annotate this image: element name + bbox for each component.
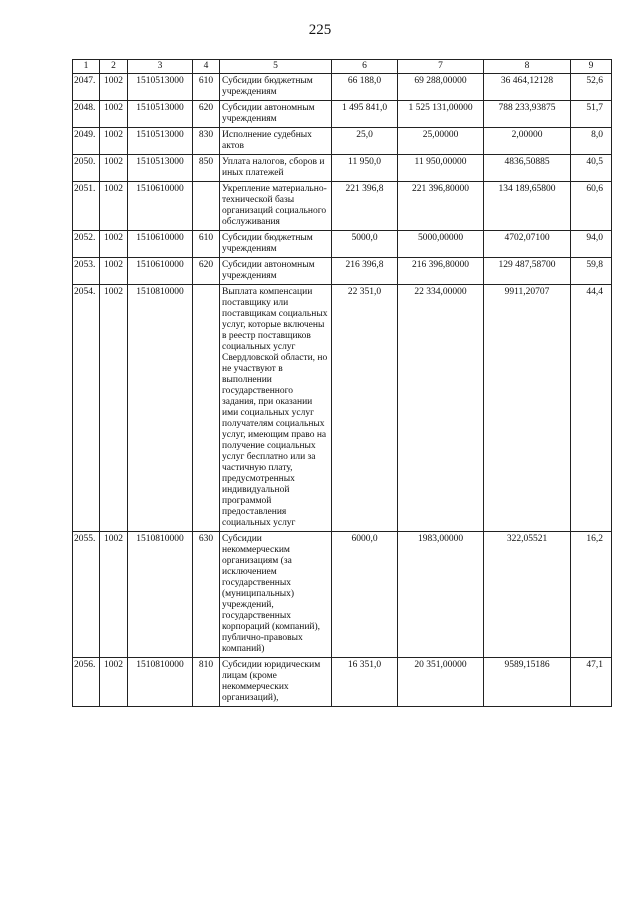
column-header: 7 <box>398 60 484 74</box>
column-header: 1 <box>73 60 100 74</box>
plan-cell: 16 351,0 <box>332 658 398 707</box>
target-item-cell: 1510610000 <box>128 258 193 285</box>
description-cell: Субсидии бюджетным учреждениям <box>220 231 332 258</box>
description-cell: Укрепление материально-технической базы организаций социального обслуживания <box>220 182 332 231</box>
revised-plan-cell: 69 288,00000 <box>398 74 484 101</box>
table-row <box>73 101 612 128</box>
executed-cell: 4702,07100 <box>484 231 571 258</box>
expense-type-cell <box>193 285 220 532</box>
target-item-cell: 1510513000 <box>128 74 193 101</box>
executed-cell: 129 487,58700 <box>484 258 571 285</box>
expense-type-cell: 630 <box>193 532 220 658</box>
table-row <box>73 155 612 182</box>
percent-cell: 60,6 <box>571 182 612 231</box>
budget-table <box>72 59 612 707</box>
table-row <box>73 285 612 532</box>
percent-cell: 16,2 <box>571 532 612 658</box>
table-row <box>73 532 612 658</box>
section-code-cell: 1002 <box>100 155 128 182</box>
plan-cell: 66 188,0 <box>332 74 398 101</box>
revised-plan-cell: 11 950,00000 <box>398 155 484 182</box>
column-header: 9 <box>571 60 612 74</box>
revised-plan-cell: 216 396,80000 <box>398 258 484 285</box>
plan-cell: 25,0 <box>332 128 398 155</box>
target-item-cell: 1510810000 <box>128 658 193 707</box>
description-cell: Субсидии бюджетным учреждениям <box>220 74 332 101</box>
column-header: 5 <box>220 60 332 74</box>
section-code-cell: 1002 <box>100 101 128 128</box>
expense-type-cell: 620 <box>193 101 220 128</box>
row-number-cell: 2051. <box>73 182 100 231</box>
row-number-cell: 2049. <box>73 128 100 155</box>
executed-cell: 9911,20707 <box>484 285 571 532</box>
plan-cell: 6000,0 <box>332 532 398 658</box>
section-code-cell: 1002 <box>100 258 128 285</box>
section-code-cell: 1002 <box>100 532 128 658</box>
plan-cell: 216 396,8 <box>332 258 398 285</box>
target-item-cell: 1510810000 <box>128 285 193 532</box>
row-number-cell: 2052. <box>73 231 100 258</box>
section-code-cell: 1002 <box>100 128 128 155</box>
executed-cell: 2,00000 <box>484 128 571 155</box>
table-row <box>73 658 612 707</box>
row-number-cell: 2048. <box>73 101 100 128</box>
percent-cell: 59,8 <box>571 258 612 285</box>
description-cell: Субсидии некоммерческим организациям (за исключением государственных (муниципальных) учреждений, государственных корпораций (компаний), публично-правовых компаний) <box>220 532 332 658</box>
plan-cell: 22 351,0 <box>332 285 398 532</box>
executed-cell: 134 189,65800 <box>484 182 571 231</box>
table-row <box>73 258 612 285</box>
row-number-cell: 2053. <box>73 258 100 285</box>
table-row <box>73 231 612 258</box>
percent-cell: 40,5 <box>571 155 612 182</box>
table-row <box>73 128 612 155</box>
table-body <box>73 60 612 707</box>
expense-type-cell: 810 <box>193 658 220 707</box>
executed-cell: 322,05521 <box>484 532 571 658</box>
revised-plan-cell: 22 334,00000 <box>398 285 484 532</box>
description-cell: Субсидии автономным учреждениям <box>220 258 332 285</box>
percent-cell: 52,6 <box>571 74 612 101</box>
revised-plan-cell: 1 525 131,00000 <box>398 101 484 128</box>
section-code-cell: 1002 <box>100 182 128 231</box>
section-code-cell: 1002 <box>100 231 128 258</box>
expense-type-cell: 620 <box>193 258 220 285</box>
section-code-cell: 1002 <box>100 74 128 101</box>
revised-plan-cell: 5000,00000 <box>398 231 484 258</box>
expense-type-cell: 610 <box>193 231 220 258</box>
executed-cell: 4836,50885 <box>484 155 571 182</box>
target-item-cell: 1510810000 <box>128 532 193 658</box>
column-header: 2 <box>100 60 128 74</box>
row-number-cell: 2050. <box>73 155 100 182</box>
description-cell: Субсидии автономным учреждениям <box>220 101 332 128</box>
table-row <box>73 74 612 101</box>
column-header: 8 <box>484 60 571 74</box>
description-cell: Исполнение судебных актов <box>220 128 332 155</box>
percent-cell: 51,7 <box>571 101 612 128</box>
description-cell: Уплата налогов, сборов и иных платежей <box>220 155 332 182</box>
page-number: 225 <box>308 22 332 38</box>
plan-cell: 221 396,8 <box>332 182 398 231</box>
row-number-cell: 2055. <box>73 532 100 658</box>
target-item-cell: 1510610000 <box>128 231 193 258</box>
plan-cell: 5000,0 <box>332 231 398 258</box>
section-code-cell: 1002 <box>100 658 128 707</box>
expense-type-cell: 850 <box>193 155 220 182</box>
row-number-cell: 2054. <box>73 285 100 532</box>
row-number-cell: 2047. <box>73 74 100 101</box>
percent-cell: 47,1 <box>571 658 612 707</box>
executed-cell: 788 233,93875 <box>484 101 571 128</box>
revised-plan-cell: 221 396,80000 <box>398 182 484 231</box>
expense-type-cell <box>193 182 220 231</box>
plan-cell: 1 495 841,0 <box>332 101 398 128</box>
target-item-cell: 1510513000 <box>128 155 193 182</box>
revised-plan-cell: 25,00000 <box>398 128 484 155</box>
expense-type-cell: 830 <box>193 128 220 155</box>
percent-cell: 94,0 <box>571 231 612 258</box>
target-item-cell: 1510513000 <box>128 101 193 128</box>
table-header-row <box>73 60 612 74</box>
expense-type-cell: 610 <box>193 74 220 101</box>
table-row <box>73 182 612 231</box>
column-header: 3 <box>128 60 193 74</box>
target-item-cell: 1510610000 <box>128 182 193 231</box>
section-code-cell: 1002 <box>100 285 128 532</box>
target-item-cell: 1510513000 <box>128 128 193 155</box>
description-cell: Субсидии юридическим лицам (кроме некоммерческих организаций), <box>220 658 332 707</box>
executed-cell: 9589,15186 <box>484 658 571 707</box>
plan-cell: 11 950,0 <box>332 155 398 182</box>
revised-plan-cell: 1983,00000 <box>398 532 484 658</box>
percent-cell: 8,0 <box>571 128 612 155</box>
column-header: 4 <box>193 60 220 74</box>
description-cell: Выплата компенсации поставщику или поставщикам социальных услуг, которые включены в реестр поставщиков социальных услуг Свердловской области, но не участвуют в выполнении государственного задания, при оказании ими социальных услуг получателям социальных услуг, имеющим право на получение социальных услуг бесплатно или за частичную плату, предусмотренных индивидуальной программой предоставления социальных услуг <box>220 285 332 532</box>
row-number-cell: 2056. <box>73 658 100 707</box>
percent-cell: 44,4 <box>571 285 612 532</box>
column-header: 6 <box>332 60 398 74</box>
revised-plan-cell: 20 351,00000 <box>398 658 484 707</box>
executed-cell: 36 464,12128 <box>484 74 571 101</box>
